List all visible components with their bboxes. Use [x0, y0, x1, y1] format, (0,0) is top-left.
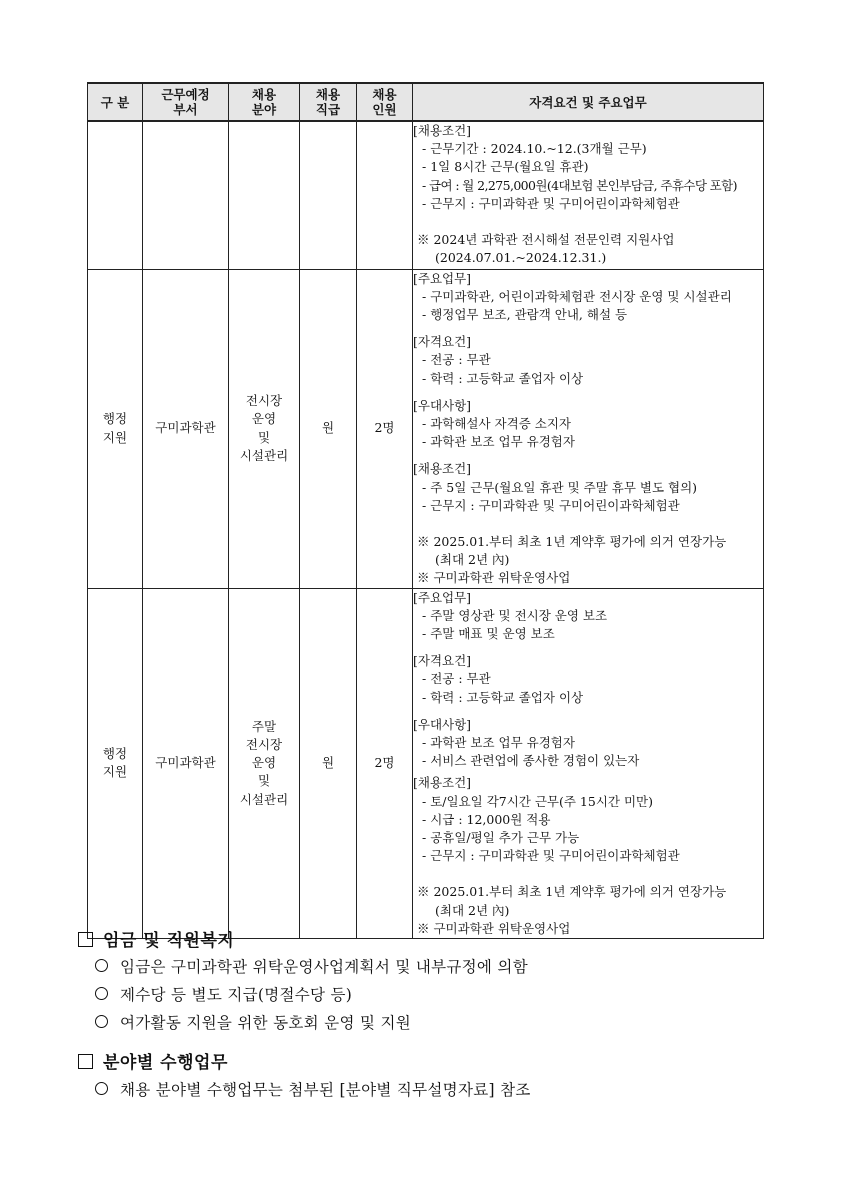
header-qualifications: 자격요건 및 주요업무: [413, 83, 764, 121]
conditions-title: [채용조건]: [413, 461, 472, 477]
cell-category: 행정 지원: [88, 588, 143, 938]
circle-bullet-icon: [95, 959, 108, 972]
conditions-title: [채용조건]: [413, 775, 472, 791]
cell-grade: 원: [300, 269, 357, 588]
cell-details: [413, 588, 764, 938]
recruitment-table: [87, 82, 764, 939]
header-count: 채용 인원: [357, 83, 413, 121]
header-dept: 근무예정 부서: [143, 83, 229, 121]
list-item: 임금은 구미과학관 위탁운영사업계획서 및 내부규정에 의함: [95, 955, 528, 977]
conditions-block: [413, 460, 763, 515]
header-category: 구 분: [88, 83, 143, 121]
cell-dept: 구미과학관: [143, 588, 229, 938]
conditions-block: [413, 774, 763, 865]
duties-title: [주요업무]: [413, 589, 472, 605]
list-item: - 학력 : 고등학교 졸업자 이상: [413, 689, 763, 707]
section-heading-wages: 임금 및 직원복지: [78, 926, 234, 951]
note-sub: (최대 2년 內): [435, 552, 510, 568]
circle-bullet-icon: [95, 987, 108, 1000]
list-item: - 과학관 보조 업무 유경험자: [413, 433, 763, 451]
note: ※ 2025.01.부터 최초 1년 계약후 평가에 의거 연장가능: [413, 533, 763, 551]
qualifications-title: [자격요건]: [413, 653, 472, 669]
list-item: - 전공 : 무관: [413, 351, 763, 369]
section-heading-duties: 분야별 수행업무: [78, 1048, 228, 1073]
conditions-block: [413, 122, 763, 213]
list-item: - 주 5일 근무(월요일 휴관 및 주말 휴무 별도 협의): [413, 479, 763, 497]
circle-bullet-icon: [95, 1082, 108, 1095]
list-item: 제수당 등 별도 지급(명절수당 등): [95, 983, 352, 1005]
qualifications-block: [413, 333, 763, 388]
qualifications-block: [413, 652, 763, 707]
preferences-title: [우대사항]: [413, 716, 472, 732]
cell-category: [88, 121, 143, 269]
list-item: - 토/일요일 각7시간 근무(주 15시간 미만): [413, 793, 763, 811]
list-item: - 주말 매표 및 운영 보조: [413, 625, 763, 643]
conditions-title: [채용조건]: [413, 123, 472, 138]
list-item: - 주말 영상관 및 전시장 운영 보조: [413, 607, 763, 625]
cell-dept: [143, 121, 229, 269]
cell-details: [413, 121, 764, 269]
list-item: - 학력 : 고등학교 졸업자 이상: [413, 370, 763, 388]
note: ※ 구미과학관 위탁운영사업: [413, 920, 763, 938]
list-item: - 급여 : 월 2,275,000원(4대보험 본인부담금, 주휴수당 포함): [413, 177, 763, 195]
qualifications-title: [자격요건]: [413, 334, 472, 350]
list-item: - 근무기간 : 2024.10.~12.(3개월 근무): [413, 140, 763, 158]
note: ※ 2025.01.부터 최초 1년 계약후 평가에 의거 연장가능: [413, 883, 763, 901]
note-sub: (최대 2년 內): [435, 902, 510, 918]
list-item: - 전공 : 무관: [413, 670, 763, 688]
list-item: 채용 분야별 수행업무는 첨부된 [분야별 직무설명자료] 참조: [95, 1078, 531, 1100]
note: ※ 구미과학관 위탁운영사업: [413, 569, 763, 587]
list-item: - 근무지 : 구미과학관 및 구미어린이과학체험관: [413, 847, 763, 865]
list-item: - 공휴일/평일 추가 근무 가능: [413, 829, 763, 847]
cell-field: 주말 전시장 운영 및 시설관리: [229, 588, 300, 938]
list-item: - 과학관 보조 업무 유경험자: [413, 734, 763, 752]
preferences-block: [413, 397, 763, 452]
list-item: - 근무지 : 구미과학관 및 구미어린이과학체험관: [413, 195, 763, 213]
square-bullet-icon: [78, 932, 93, 947]
cell-details: [413, 269, 764, 588]
list-item: - 구미과학관, 어린이과학체험관 전시장 운영 및 시설관리: [413, 288, 763, 306]
list-item: 여가활동 지원을 위한 동호회 운영 및 지원: [95, 1011, 411, 1033]
list-item: - 시급 : 12,000원 적용: [413, 811, 763, 829]
list-item: - 서비스 관련업에 종사한 경험이 있는자: [413, 752, 763, 770]
header-field: 채용 분야: [229, 83, 300, 121]
cell-field: [229, 121, 300, 269]
duties-block: [413, 589, 763, 644]
list-item: - 행정업무 보조, 관람객 안내, 해설 등: [413, 306, 763, 324]
duties-block: [413, 270, 763, 325]
cell-grade: [300, 121, 357, 269]
table-header-row: [88, 83, 764, 121]
cell-count: 2명: [357, 269, 413, 588]
note: ※ 2024년 과학관 전시해설 전문인력 지원사업: [413, 231, 763, 249]
list-item: - 1일 8시간 근무(월요일 휴관): [413, 158, 763, 176]
cell-category: 행정 지원: [88, 269, 143, 588]
table-row: [88, 269, 764, 588]
preferences-block: [413, 716, 763, 771]
preferences-title: [우대사항]: [413, 397, 472, 413]
cell-dept: 구미과학관: [143, 269, 229, 588]
square-bullet-icon: [78, 1054, 93, 1069]
table-row: [88, 588, 764, 938]
duties-title: [주요업무]: [413, 270, 472, 286]
cell-field: 전시장 운영 및 시설관리: [229, 269, 300, 588]
note-sub: (2024.07.01.~2024.12.31.): [435, 250, 607, 266]
cell-count: 2명: [357, 588, 413, 938]
circle-bullet-icon: [95, 1015, 108, 1028]
table-row: [88, 121, 764, 269]
list-item: - 과학해설사 자격증 소지자: [413, 415, 763, 433]
cell-count: [357, 121, 413, 269]
cell-grade: 원: [300, 588, 357, 938]
header-grade: 채용 직급: [300, 83, 357, 121]
list-item: - 근무지 : 구미과학관 및 구미어린이과학체험관: [413, 497, 763, 515]
